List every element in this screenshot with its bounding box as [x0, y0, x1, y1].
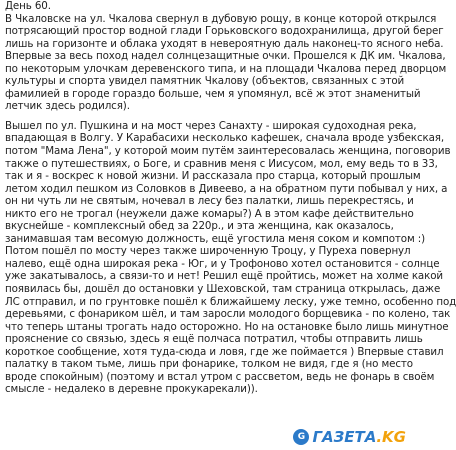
text-line: вроде спокойным) (поэтому и встал утром с рассветом, ведь не фонарь в своём — [5, 370, 435, 383]
text-line: короткое сообщение, хотя туда-сюда и ловя, где же поймается ) Впервые ставил — [5, 345, 444, 358]
text-line: так и я - воскрес к новой жизни. И рассказала про старца, который прошлым — [5, 170, 421, 183]
text-line: фамилией в городе гораздо больше, чем я упомянул, всё ж этот знаменитый — [5, 87, 421, 100]
text-line: появилась бы, дошёл до остановки у Шеховской, там страница открылась, даже — [5, 283, 441, 296]
text-line: также о путешествиях, о Боге, и сравнив меня с Иисусом, мол, ему ведь то в 33, — [5, 157, 438, 170]
text-line: по некоторым улочкам деревенского типа, и на площади Чкалова перед дворцом — [5, 62, 447, 75]
text-line: потрясающий простор водной глади Горьковского водохранилища, другой берег — [5, 25, 444, 38]
text-line: Впервые за весь поход надел солнцезащитные очки. Прошелся к ДК им. Чкалова, — [5, 50, 446, 63]
text-line: палатку в таком тьме, лишь при фонарике, толком не видя, где я (но место — [5, 358, 413, 371]
text-line: летом ходил пешком из Соловков в Дивеево, а на обратном пути побывал у них, а — [5, 182, 448, 195]
paragraph-intro — [5, 0, 447, 113]
text-line: лишь на горизонте и облака уходят в невероятную даль наконец-то ясного неба. — [5, 37, 444, 50]
text-line: уже закатывалось, а связи-то и нет! Решил ещё пройтись, может на холме какой — [5, 270, 443, 283]
text-line: впадающая в Волгу. У Карабасихи несколько кафешек, сначала вроде узбекская, — [5, 132, 445, 145]
text-line: никто его не трогал (неужели даже комары?) А в этом кафе действительно — [5, 207, 414, 220]
post-text — [5, 0, 456, 396]
text-line: деревьями, с фонариком шёл, и там заросли молодого борщевика - по колено, так — [5, 308, 451, 321]
paragraph-gap — [5, 113, 409, 120]
text-line: налево, ещё одна широкая река - Юг, и у Трофоново хотел остановится - солнце — [5, 257, 440, 270]
text-line: Потом пошёл по мосту через также широченную Троцу, у Пуреха повернул — [5, 245, 411, 258]
text-line: В Чкаловске на ул. Чкалова свернул в дубовую рощу, в конце которой открылся — [5, 12, 437, 25]
text-line: занимавшая там весомую должность, ещё угостила меня соком и компотом :) — [5, 232, 426, 245]
text-line: ЛС отправил, и по грунтовке пошёл к ближайшему леску, уже темно, особенно под — [5, 295, 456, 308]
text-line: Вышел по ул. Пушкина и на мост через Санахту - широкая судоходная река, — [5, 119, 417, 132]
watermark-text — [312, 428, 406, 446]
text-line: День 60. — [5, 0, 51, 12]
text-line: летчик здесь родился). — [5, 100, 130, 113]
text-line: смысле - недалеко в деревне прокукарекали)). — [5, 383, 258, 396]
text-line: потом "Мама Лена", у которой моим путём заинтересовалась женщина, поговорив — [5, 145, 451, 158]
watermark-logo — [293, 428, 406, 446]
text-line: прояснение со связью, здесь я ещё полчаса потратил, чтобы отправить лишь — [5, 333, 423, 346]
text-line: что теперь штаны трогать надо осторожно. Но на остановке было лишь минутное — [5, 320, 449, 333]
watermark-name: ГАЗЕТА — [312, 428, 377, 446]
text-line: он ни чуть ли не святым, ночевал в лесу без палатки, лишь перекрестясь, и — [5, 195, 414, 208]
logo-icon: G — [293, 429, 309, 445]
paragraph-main — [5, 119, 456, 396]
text-line: вкуснейше - комплексный обед за 220р., и эта женщина, как оказалось, — [5, 220, 394, 233]
text-line: культуры и спорта увидел памятник Чкалову (объектов, связанных с этой — [5, 75, 405, 88]
watermark-domain: .KG — [376, 428, 406, 446]
